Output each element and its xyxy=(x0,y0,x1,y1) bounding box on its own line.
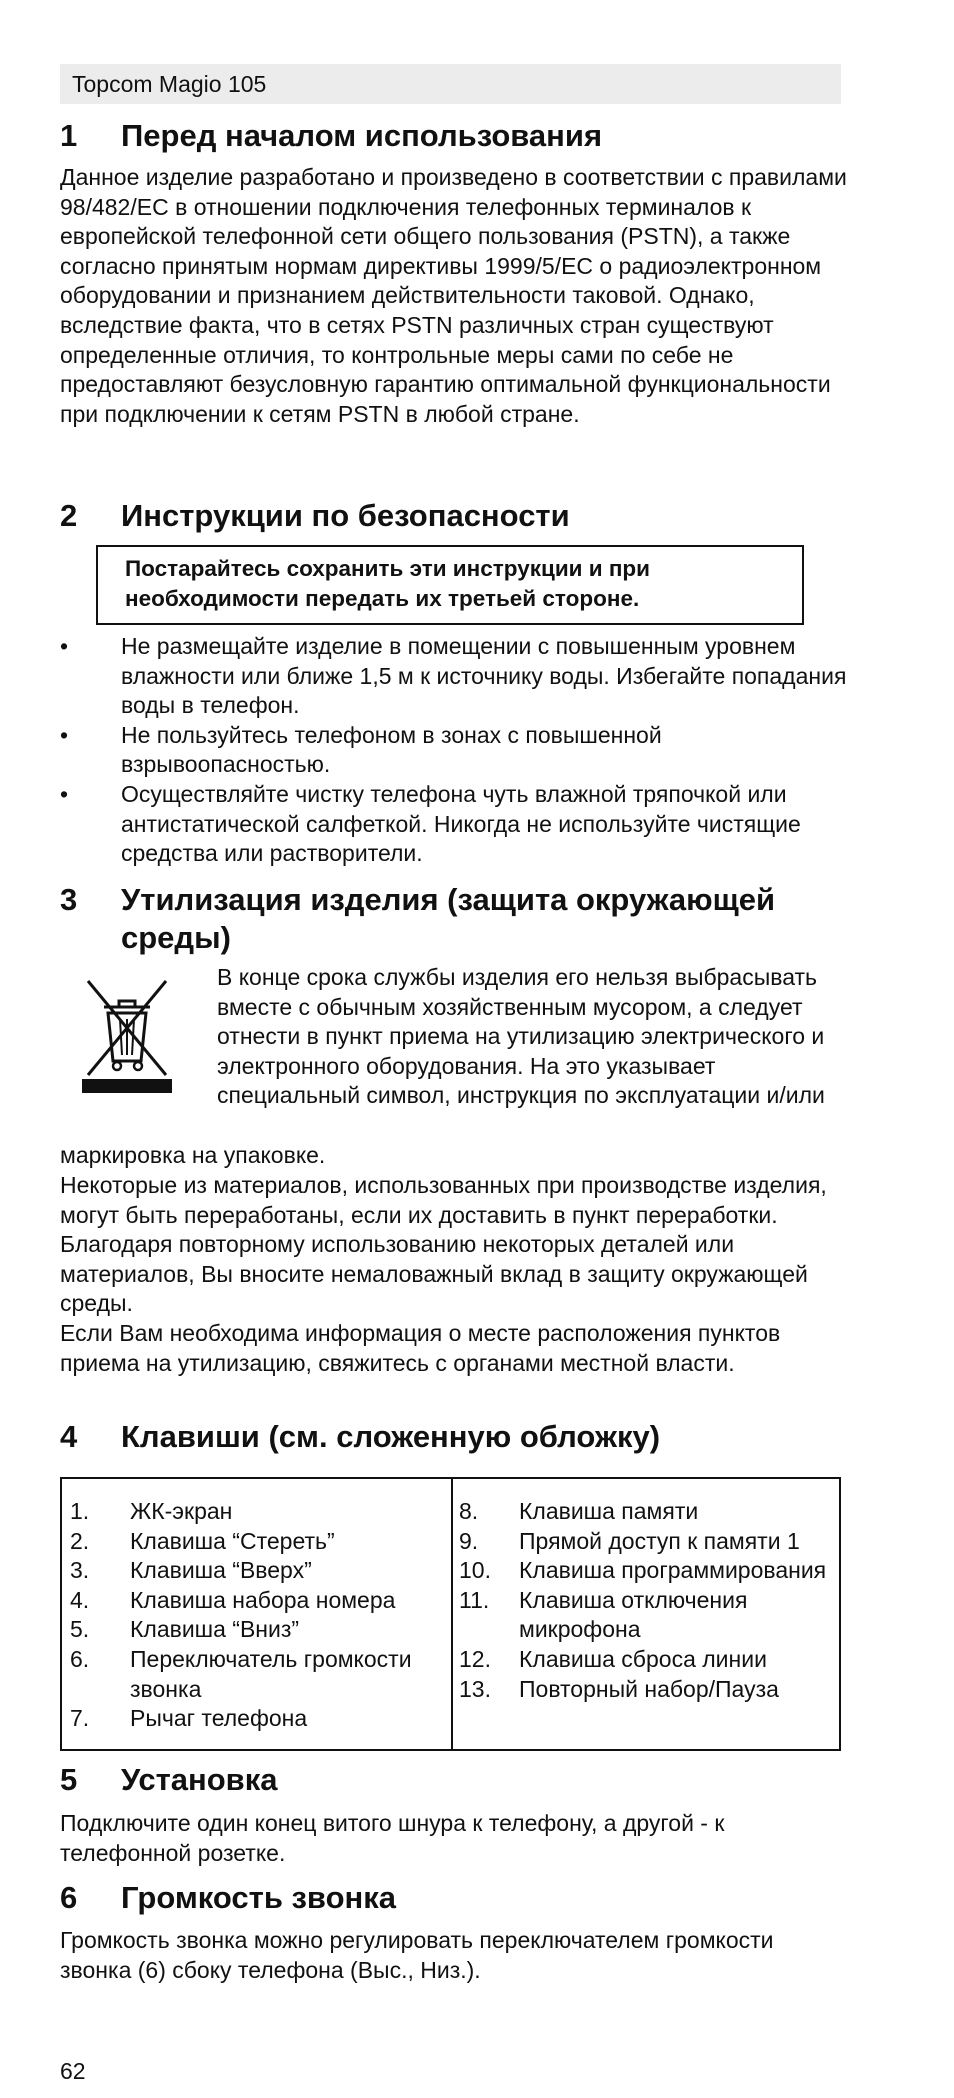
disposal-continuation: маркировка на упаковке. xyxy=(60,1142,326,1168)
section-number: 3 xyxy=(60,882,78,917)
key-number: 12. xyxy=(459,1645,491,1672)
table-row xyxy=(459,1645,839,1675)
section-title xyxy=(121,881,911,957)
key-label: Клавиша набора номера xyxy=(130,1586,396,1613)
collection-points-paragraph: Если Вам необходима информация о месте расположения пунктов приема на утилизацию, свяжитесь с органами местной власти. xyxy=(60,1320,781,1376)
recycling-paragraph: Некоторые из материалов, использованных при производстве изделия, могут быть переработаны, если их доставить в пункт переработки. Благодаря повторному использованию некоторых деталей или материалов, Вы вносите немаловажный вклад в защиту окружающей среды. xyxy=(60,1172,827,1317)
section-number: 2 xyxy=(60,498,78,533)
bullet-text: Осуществляйте чистку телефона чуть влажной тряпочкой или антистатической салфеткой. Никогда не используйте чистящие средства или растворители. xyxy=(121,780,801,867)
section-number: 5 xyxy=(60,1762,78,1797)
running-header: Topcom Magio 105 xyxy=(60,64,841,104)
key-number: 1. xyxy=(70,1498,90,1524)
keys-table xyxy=(60,1477,841,1751)
key-label: Клавиша “Вниз” xyxy=(130,1616,300,1643)
key-label: Клавиша сброса линии xyxy=(519,1645,767,1672)
keys-column-right xyxy=(459,1497,839,1704)
table-row xyxy=(70,1615,450,1645)
section-title-line-2: среды) xyxy=(121,920,231,955)
installation-paragraph: Подключите один конец витого шнура к телефону, а другой - к телефонной розетке. xyxy=(60,1810,725,1866)
table-row xyxy=(459,1675,839,1705)
key-number: 4. xyxy=(70,1586,90,1613)
key-number: 10. xyxy=(459,1557,491,1584)
list-item xyxy=(60,780,850,869)
table-row xyxy=(70,1645,450,1704)
section-title: Громкость звонка xyxy=(121,1880,396,1915)
key-label: Клавиша программирования xyxy=(519,1557,827,1584)
table-row xyxy=(70,1527,450,1557)
table-row xyxy=(70,1497,450,1527)
safety-note-box: Постарайтесь сохранить эти инструкции и при необходимости передать их третьей стороне. xyxy=(96,545,804,625)
section-title-line-1: Утилизация изделия (защита окружающей xyxy=(121,882,776,917)
key-number: 8. xyxy=(459,1498,479,1524)
bullet-text: Не размещайте изделие в помещении с повышенным уровнем влажности или ближе 1,5 м к источнику воды. Избегайте попадания воды в телефон. xyxy=(121,633,847,719)
section-title: Клавиши (см. сложенную обложку) xyxy=(121,1419,661,1454)
section-title: Установка xyxy=(121,1762,278,1797)
key-label: Клавиша отключения микрофона xyxy=(519,1586,748,1643)
table-row xyxy=(459,1497,839,1527)
table-row xyxy=(459,1556,839,1586)
ringer-volume-paragraph: Громкость звонка можно регулировать переключателем громкости звонка (6) сбоку телефона (Выс., Низ.). xyxy=(60,1927,774,1983)
key-label: Клавиша “Вверх” xyxy=(130,1557,312,1584)
key-label: ЖК-экран xyxy=(130,1498,233,1524)
key-number: 5. xyxy=(70,1616,90,1643)
table-row xyxy=(70,1556,450,1586)
safety-bullet-list xyxy=(60,632,850,869)
key-label: Прямой доступ к памяти 1 xyxy=(519,1527,800,1554)
bullet-text: Не пользуйтесь телефоном в зонах с повышенной взрывоопасностью. xyxy=(121,721,662,778)
keys-column-left xyxy=(70,1497,450,1734)
weee-crossed-bin-icon xyxy=(82,975,172,1095)
bullet-marker: • xyxy=(60,633,69,659)
table-row xyxy=(459,1527,839,1557)
section-number: 6 xyxy=(60,1880,78,1915)
key-label: Переключатель громкости звонка xyxy=(130,1645,412,1702)
section-1-paragraph: Данное изделие разработано и произведено в соответствии с правилами 98/482/EC в отношении подключения телефонных терминалов к европейской телефонной сети общего пользования (PSTN), а также согласно принятым нормам директивы 1999/5/EC о радиоэлектронном оборудовании и признанием действительности таковой. Однако, вследствие факта, что в сетях PSTN различных стран существуют определенные отличия, то контрольные меры сами по себе не предоставляют безусловную гарантию оптимальной функциональности при подключении к сетям PSTN в любой стране. xyxy=(60,164,847,427)
key-number: 9. xyxy=(459,1527,479,1554)
list-item xyxy=(60,721,850,780)
section-number: 1 xyxy=(60,118,78,153)
disposal-wrapped-text: В конце срока службы изделия его нельзя выбрасывать вместе с обычным хозяйственным мусором, а следует отнести в пункт приема на утилизацию электрического и электронного оборудования. На это указывает специальный символ, инструкция по эксплуатации и/или xyxy=(217,964,825,1109)
key-number: 6. xyxy=(70,1645,90,1672)
key-label: Клавиша “Стереть” xyxy=(130,1527,335,1554)
key-number: 2. xyxy=(70,1527,90,1554)
key-label: Повторный набор/Пауза xyxy=(519,1675,779,1702)
table-row xyxy=(70,1586,450,1616)
bullet-marker: • xyxy=(60,721,69,748)
key-label: Клавиша памяти xyxy=(519,1498,699,1524)
key-number: 11. xyxy=(459,1586,490,1613)
page-number: 62 xyxy=(60,2058,86,2084)
section-title: Инструкции по безопасности xyxy=(121,498,570,533)
key-label: Рычаг телефона xyxy=(130,1705,308,1732)
key-number: 7. xyxy=(70,1705,90,1732)
section-title: Перед началом использования xyxy=(121,118,603,153)
list-item xyxy=(60,632,850,721)
key-number: 3. xyxy=(70,1557,90,1584)
key-number: 13. xyxy=(459,1675,491,1702)
table-row xyxy=(70,1704,450,1734)
section-number: 4 xyxy=(60,1419,78,1454)
bullet-marker: • xyxy=(60,780,69,807)
column-divider xyxy=(451,1479,453,1749)
table-row xyxy=(459,1586,839,1645)
